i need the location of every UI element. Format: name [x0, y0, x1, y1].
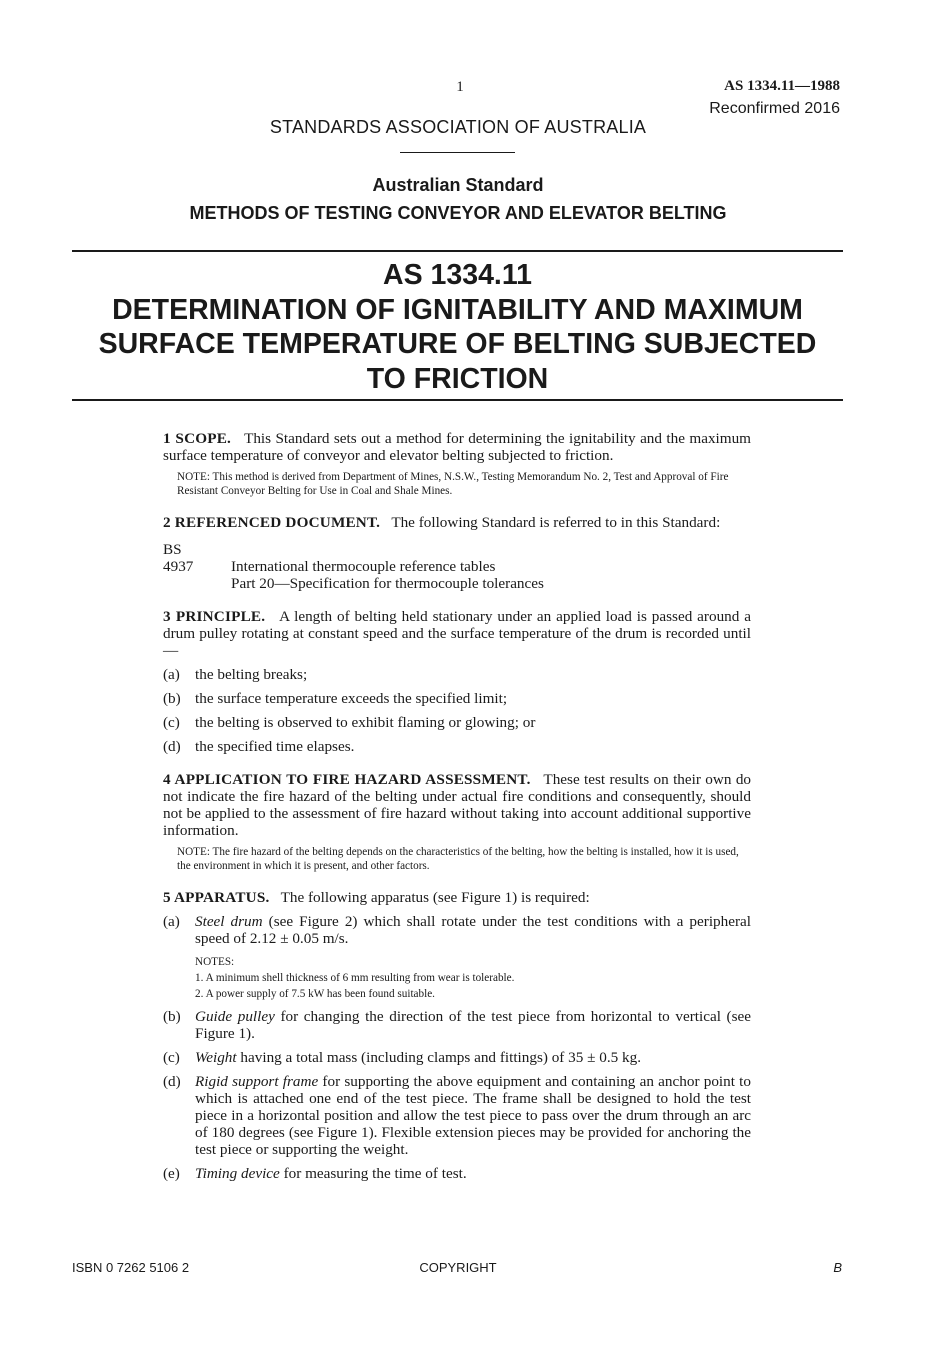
- section-referenced-text: The following Standard is referred to in this Standard:: [391, 514, 721, 531]
- title-line-2: SURFACE TEMPERATURE OF BELTING SUBJECTED: [98, 328, 817, 360]
- reference-part: Part 20—Specification for thermocouple tolerances: [231, 575, 544, 592]
- section-referenced-heading: 2 REFERENCED DOCUMENT.: [163, 514, 381, 531]
- reference-number: 4937: [163, 558, 194, 575]
- section-scope: [163, 430, 751, 464]
- apparatus-item-label: (b): [163, 1008, 181, 1025]
- section-principle-heading: 3 PRINCIPLE.: [163, 608, 266, 625]
- title-line-3: TO FRICTION: [366, 362, 549, 395]
- apparatus-term: Rigid support frame: [195, 1073, 319, 1090]
- apparatus-term: Weight: [195, 1049, 237, 1066]
- document-title: [72, 258, 843, 396]
- principle-item-label: (b): [163, 690, 181, 707]
- footer-isbn: ISBN 0 7262 5106 2: [72, 1260, 190, 1275]
- apparatus-term: Guide pulley: [195, 1008, 275, 1025]
- standard-type: Australian Standard: [372, 175, 544, 195]
- section-apparatus: [163, 889, 751, 906]
- section-application-text: These test results on their own do not indicate the fire hazard of the belting under actual fire conditions and consequently, should not be applied to the assessment of fire hazard without taking into account additional supportive information.: [163, 771, 752, 839]
- apparatus-item-label: (c): [163, 1049, 180, 1066]
- principle-item: [163, 714, 751, 731]
- apparatus-text: having a total mass (including clamps and fittings) of 35 ± 0.5 kg.: [236, 1049, 642, 1066]
- section-apparatus-heading: 5 APPARATUS.: [163, 889, 270, 906]
- section-scope-text: This Standard sets out a method for determining the ignitability and the maximum surface temperature of conveyor and elevator belting subjected to friction.: [163, 430, 751, 464]
- title-bottom-rule: [72, 399, 843, 401]
- series-title: METHODS OF TESTING CONVEYOR AND ELEVATOR BELTING: [189, 203, 727, 223]
- apparatus-text: for measuring the time of test.: [279, 1165, 467, 1182]
- principle-item-text: the specified time elapses.: [195, 738, 355, 755]
- section-application: [163, 771, 751, 839]
- section-application-note: NOTE: The fire hazard of the belting depends on the characteristics of the belting, how the belting is installed, how it is used, the environment in which it is present, and other factors.: [177, 846, 739, 872]
- apparatus-note-2: 2. A power supply of 7.5 kW has been found suitable.: [195, 988, 435, 1000]
- section-referenced: [163, 514, 751, 531]
- section-application-heading: 4 APPLICATION TO FIRE HAZARD ASSESSMENT.: [163, 771, 531, 788]
- apparatus-note-1: 1. A minimum shell thickness of 6 mm resulting from wear is tolerable.: [195, 972, 515, 984]
- organization-divider: [400, 152, 515, 153]
- principle-item-text: the surface temperature exceeds the specified limit;: [195, 690, 508, 707]
- section-apparatus-text: The following apparatus (see Figure 1) is required:: [280, 889, 590, 906]
- apparatus-text: for changing the direction of the test piece from horizontal to vertical (see Figure 1).: [195, 1008, 751, 1042]
- principle-item-label: (d): [163, 738, 181, 755]
- principle-item-text: the belting is observed to exhibit flaming or glowing; or: [195, 714, 536, 731]
- section-scope-heading: 1 SCOPE.: [163, 430, 232, 447]
- apparatus-text: (see Figure 2) which shall rotate under the test conditions with a peripheral speed of 2.12 ± 0.05 m/s.: [195, 913, 751, 947]
- apparatus-term: Steel drum: [195, 913, 263, 930]
- section-scope-note: NOTE: This method is derived from Department of Mines, N.S.W., Testing Memorandum No. 2, Test and Approval of Fire Resistant Conveyor Belting for Use in Coal and Shale Mines.: [177, 471, 729, 497]
- title-line-1: DETERMINATION OF IGNITABILITY AND MAXIMUM: [112, 293, 803, 326]
- principle-item-label: (a): [163, 666, 180, 683]
- principle-item: [163, 666, 751, 683]
- principle-item-label: (c): [163, 714, 180, 731]
- apparatus-item-label: (d): [163, 1073, 181, 1090]
- apparatus-item-b: [163, 1008, 751, 1042]
- document-body: [163, 430, 751, 1182]
- organization-name: STANDARDS ASSOCIATION OF AUSTRALIA: [269, 117, 647, 137]
- apparatus-item-d: [163, 1073, 751, 1158]
- apparatus-notes: [195, 955, 751, 1001]
- reconfirmed-note: Reconfirmed 2016: [709, 100, 840, 117]
- title-code: AS 1334.11: [383, 259, 532, 291]
- apparatus-item-label: (e): [163, 1165, 180, 1182]
- apparatus-notes-heading: NOTES:: [195, 956, 235, 968]
- title-top-rule: [72, 250, 843, 252]
- apparatus-item-e: [163, 1165, 751, 1182]
- footer-letter: B: [833, 1260, 842, 1275]
- apparatus-item-a: [163, 913, 751, 1001]
- reference-title: International thermocouple reference tables: [231, 558, 496, 575]
- apparatus-item-c: [163, 1049, 751, 1066]
- page-number: 1: [456, 79, 464, 95]
- document-code: AS 1334.11—1988: [724, 78, 840, 94]
- reference-table: [163, 541, 751, 592]
- section-principle-text: A length of belting held stationary under an applied load is passed around a drum pulley rotating at constant speed and the surface temperature of the drum is recorded until—: [163, 608, 751, 659]
- footer-copyright: COPYRIGHT: [419, 1260, 497, 1275]
- principle-item-text: the belting breaks;: [195, 666, 308, 683]
- principle-item: [163, 690, 751, 707]
- apparatus-term: Timing device: [195, 1165, 280, 1182]
- section-principle: [163, 608, 751, 659]
- principle-item: [163, 738, 751, 755]
- apparatus-text: for supporting the above equipment and containing an anchor point to which is attached one end of the test piece. The frame shall be designed to hold the test piece in a horizontal position and allow the test piece to pass over the drum through an arc of 180 degrees (see Figure 1). Flexible extension pieces may be provided for anchoring the test piece or supporting the weight.: [195, 1073, 751, 1158]
- apparatus-item-label: (a): [163, 913, 180, 930]
- reference-org: BS: [163, 541, 182, 558]
